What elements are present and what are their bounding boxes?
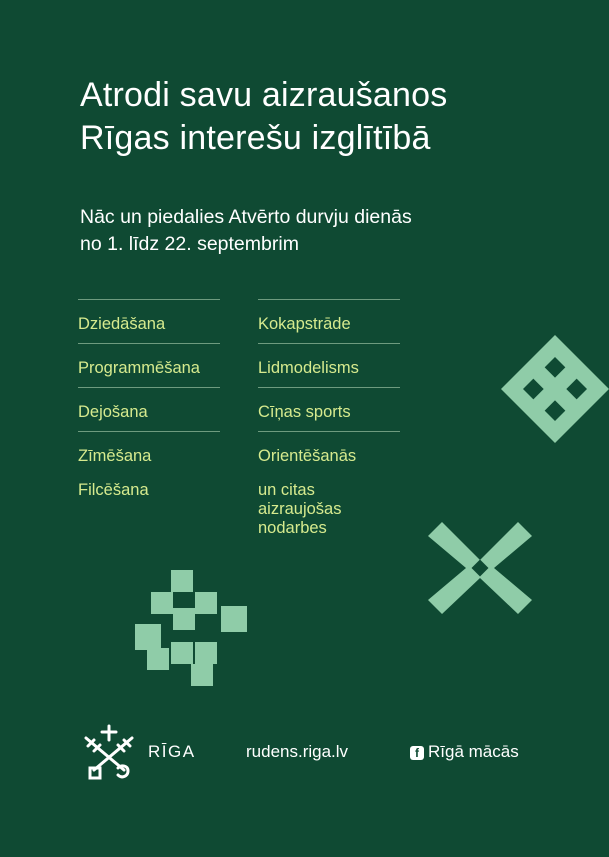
page-title: [80, 74, 447, 160]
subtitle-line-2: no 1. līdz 22. septembrim: [80, 233, 299, 255]
facebook-icon: f: [410, 746, 424, 760]
facebook-label: Rīgā mācās: [428, 742, 519, 761]
activity-list: [78, 299, 400, 547]
activity-item: Programmēšana: [78, 343, 220, 387]
activity-item: Kokapstrāde: [258, 299, 400, 343]
activity-item: Zīmēšana: [78, 431, 220, 475]
activity-item: Lidmodelisms: [258, 343, 400, 387]
activity-item: Cīņas sports: [258, 387, 400, 431]
ornament-diamond-checker-icon: [133, 568, 251, 690]
activity-item: un citas aizraujošas nodarbes: [258, 481, 342, 537]
subtitle-line-1: Nāc un piedalies Atvērto durvju dienās: [80, 206, 412, 228]
activity-item: Orientēšanās: [258, 431, 400, 475]
brand-name: RĪGA: [148, 742, 196, 761]
footer: [80, 724, 550, 784]
title-line-2: Rīgas interešu izglītībā: [80, 119, 431, 157]
activity-item: Dziedāšana: [78, 299, 220, 343]
activity-item: Dejošana: [78, 387, 220, 431]
subtitle: [80, 204, 412, 258]
website-link[interactable]: rudens.riga.lv: [246, 742, 349, 761]
activity-item: Filcēšana: [78, 481, 149, 499]
facebook-link[interactable]: [410, 742, 519, 762]
title-line-1: Atrodi savu aizraušanos: [80, 76, 448, 114]
ornament-cross-square-icon: [497, 335, 609, 469]
riga-crossed-keys-logo-icon: [80, 724, 138, 782]
ornament-x-icon: [428, 520, 532, 616]
